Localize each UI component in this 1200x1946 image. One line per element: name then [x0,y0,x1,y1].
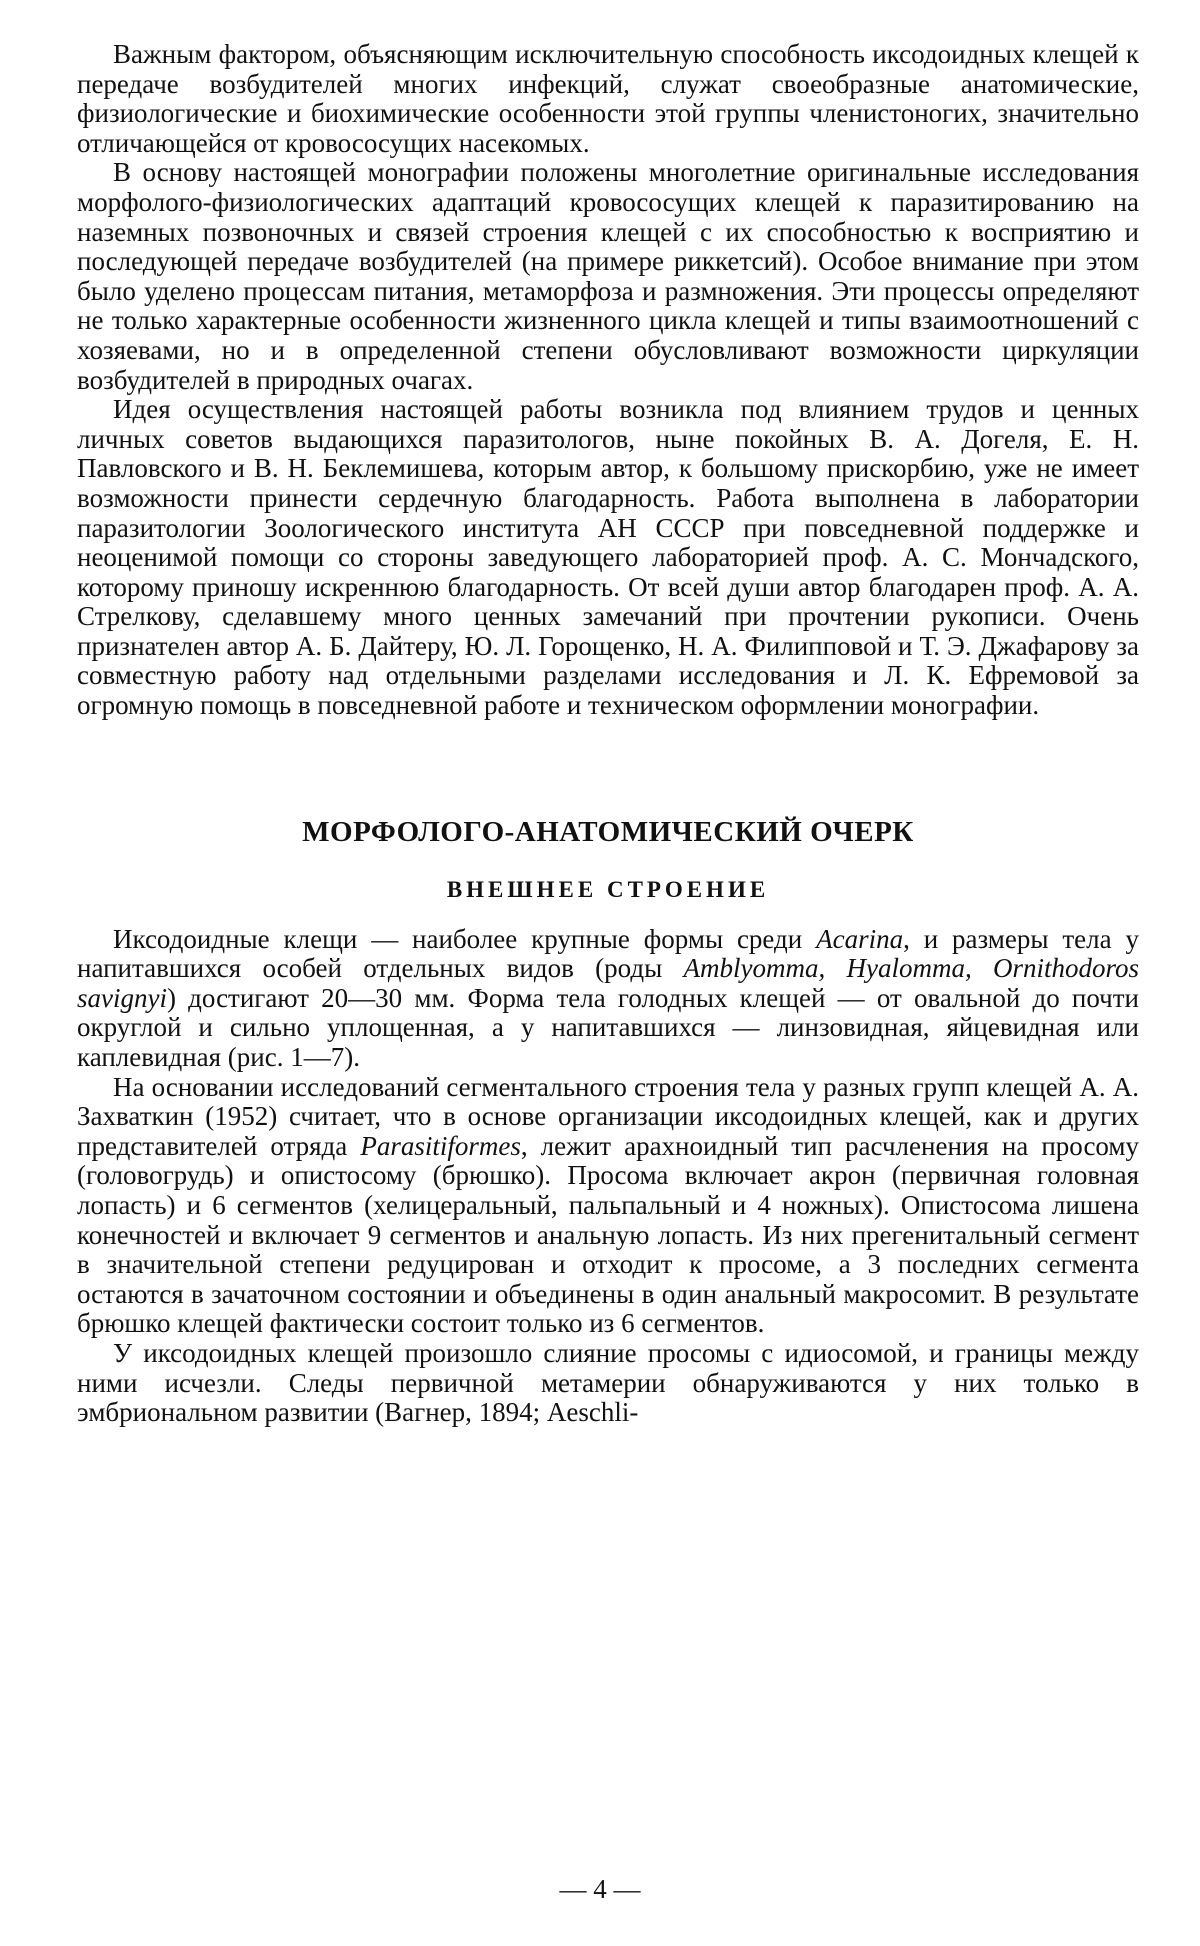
text-run: ) достигают 20—30 мм. Форма тела голодных клещей — от овальной до почти округлой и сильно уплощенная, а у напитавшихся — линзовидная, яйцевидная или каплевидная (рис. 1—7). [77,982,1139,1073]
text-run: На основании исследований сегментального строения тела у разных групп клещей А. А. Захваткин (1952) считает, что в основе организации иксодоидных клещей, как и других представителей отряда [77,1071,1139,1161]
taxon-name: Amblyomma, Hyalomma, Ornithodoros savignyi [77,953,1139,1013]
body-paragraph: У иксодоидных клещей произошло слияние просомы с идиосомой, и границы между ними исчезли. Следы первичной метамерии обнаруживаются у них только в эмбриональном развитии (Вагнер, 1894; Aeschli- [77,1337,1139,1428]
intro-paragraph: Идея осуществления настоящей работы возникла под влиянием трудов и ценных личных советов выдающихся паразитологов, ныне покойных В. А. Догеля, Е. Н. Павловского и В. Н. Беклемишева, которым автор, к большому прискорбию, уже не имеет возможности принести сердечную благодарность. Работа выполнена в лаборатории паразитологии Зоологического института АН СССР при повседневной поддержке и неоценимой помощи со стороны заведующего лабораторией проф. А. С. Мончадского, которому приношу искреннюю благодарность. От всей души автор благодарен проф. А. А. Стрелкову, сделавшему много ценных замечаний при прочтении рукописи. Очень признателен автор А. Б. Дайтеру, Ю. Л. Горощенко, Н. А. Филипповой и Т. Э. Джафарову за совместную работу над отдельными разделами исследования и Л. К. Ефремовой за огромную помощь в повседневной работе и техническом оформлении монографии. [77,394,1139,721]
body-paragraph [77,925,1139,1073]
intro-paragraph: В основу настоящей монографии положены многолетние оригинальные исследования морфолого-физиологических адаптаций кровососущих клещей к паразитированию на наземных позвоночных и связей строения клещей с их способностью к восприятию и последующей передаче возбудителей (на примере риккетсий). Особое внимание при этом было уделено процессам питания, метаморфоза и размножения. Эти процессы определяют не только характерные особенности жизненного цикла клещей и типы взаимоотношений с хозяевами, но и в определенной степени обусловливают возможности циркуляции возбудителей в природных очагах. [77,157,1139,395]
text-run: , и размеры тела у напитавшихся особей отдельных видов (роды [77,923,1139,984]
page-body [77,40,1139,1428]
body-paragraph [77,1073,1139,1339]
taxon-name: Parasitiformes [360,1130,521,1161]
intro-paragraph: Важным фактором, объясняющим исключительную способность иксодоидных клещей к передаче возбудителей многих инфекций, служат своеобразные анатомические, физиологические и биохимические особенности этой группы членистоногих, значительно отличающейся от кровососущих насекомых. [77,39,1139,158]
taxon-name: Acarina [816,923,904,954]
text-run: Иксодоидные клещи — наиболее крупные формы среди [113,923,817,954]
section-title: МОРФОЛОГО-АНАТОМИЧЕСКИЙ ОЧЕРК [302,815,914,848]
text-run: , лежит арахноидный тип расчленения на просому (головогрудь) и опистосому (брюшко). Просома включает акрон (первичная головная лопасть) и 6 сегментов (хелицеральный, пальпальный и 4 ножных). Опистосома лишена конечностей и включает 9 сегментов и анальную лопасть. Из них прегенитальный сегмент в значительной степени редуцирован и отходит к просоме, а 3 последних сегмента остаются в зачаточном состоянии и объединены в один анальный макросомит. В результате брюшко клещей фактически состоит только из 6 сегментов. [77,1130,1139,1339]
subsection-title: ВНЕШНЕЕ СТРОЕНИЕ [446,876,770,902]
page-number: — 4 — [559,1874,641,1904]
